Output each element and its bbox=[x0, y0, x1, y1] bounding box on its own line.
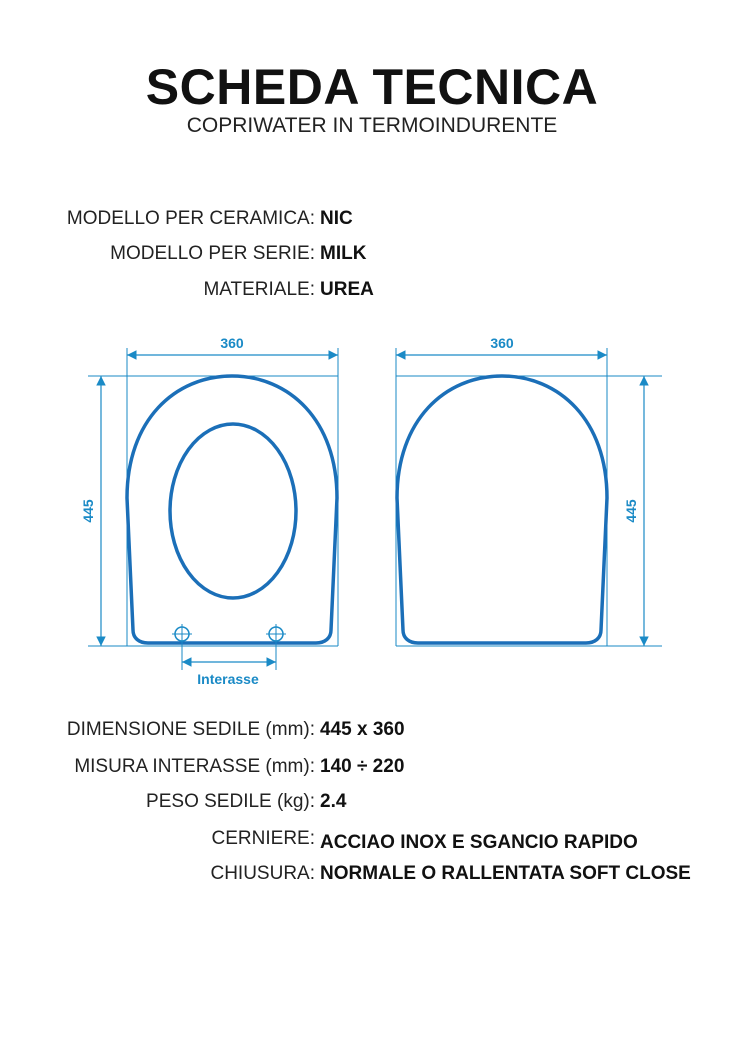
height-label: 445 bbox=[80, 499, 96, 523]
spec-label: MODELLO PER SERIE: bbox=[110, 243, 315, 264]
width-label: 360 bbox=[490, 335, 514, 351]
spec-row-peso bbox=[0, 791, 744, 821]
spec-row-interasse bbox=[0, 756, 744, 786]
spec-row-chiusura bbox=[0, 863, 744, 893]
page-subtitle: COPRIWATER IN TERMOINDURENTE bbox=[186, 114, 558, 137]
cover-outline bbox=[397, 376, 607, 643]
spec-label: PESO SEDILE (kg): bbox=[146, 791, 315, 812]
spec-label: CHIUSURA: bbox=[210, 863, 315, 884]
spec-label: CERNIERE: bbox=[211, 828, 315, 849]
spec-value: MILK bbox=[320, 243, 367, 264]
spec-value: ACCIAO INOX E SGANCIO RAPIDO bbox=[320, 832, 638, 853]
spec-value: NIC bbox=[320, 208, 353, 229]
spec-label: MISURA INTERASSE (mm): bbox=[74, 756, 315, 777]
hinge-hole-right bbox=[266, 624, 286, 670]
spec-row-cerniere bbox=[0, 828, 744, 858]
height-label: 445 bbox=[623, 499, 639, 523]
interasse-label: Interasse bbox=[197, 671, 259, 687]
seat-open-view bbox=[80, 335, 338, 687]
spec-row-materiale bbox=[0, 279, 744, 309]
page-title: SCHEDA TECNICA bbox=[145, 59, 599, 115]
seat-hole-outline bbox=[170, 424, 296, 598]
spec-value: 140 ÷ 220 bbox=[320, 756, 405, 777]
hinge-hole-left bbox=[172, 624, 192, 670]
technical-drawing bbox=[0, 320, 744, 700]
spec-row-dimensione bbox=[0, 719, 744, 749]
spec-value: NORMALE O RALLENTATA SOFT CLOSE bbox=[320, 863, 691, 884]
width-label: 360 bbox=[220, 335, 244, 351]
spec-value: UREA bbox=[320, 279, 374, 300]
spec-value: 445 x 360 bbox=[320, 719, 405, 740]
spec-row-ceramica bbox=[0, 208, 744, 238]
spec-row-serie bbox=[0, 243, 744, 273]
seat-outline bbox=[127, 376, 337, 643]
spec-label: MATERIALE: bbox=[203, 279, 315, 300]
cover-closed-view bbox=[396, 335, 662, 646]
spec-label: MODELLO PER CERAMICA: bbox=[66, 208, 315, 229]
spec-value: 2.4 bbox=[320, 791, 347, 812]
spec-label: DIMENSIONE SEDILE (mm): bbox=[66, 719, 315, 740]
